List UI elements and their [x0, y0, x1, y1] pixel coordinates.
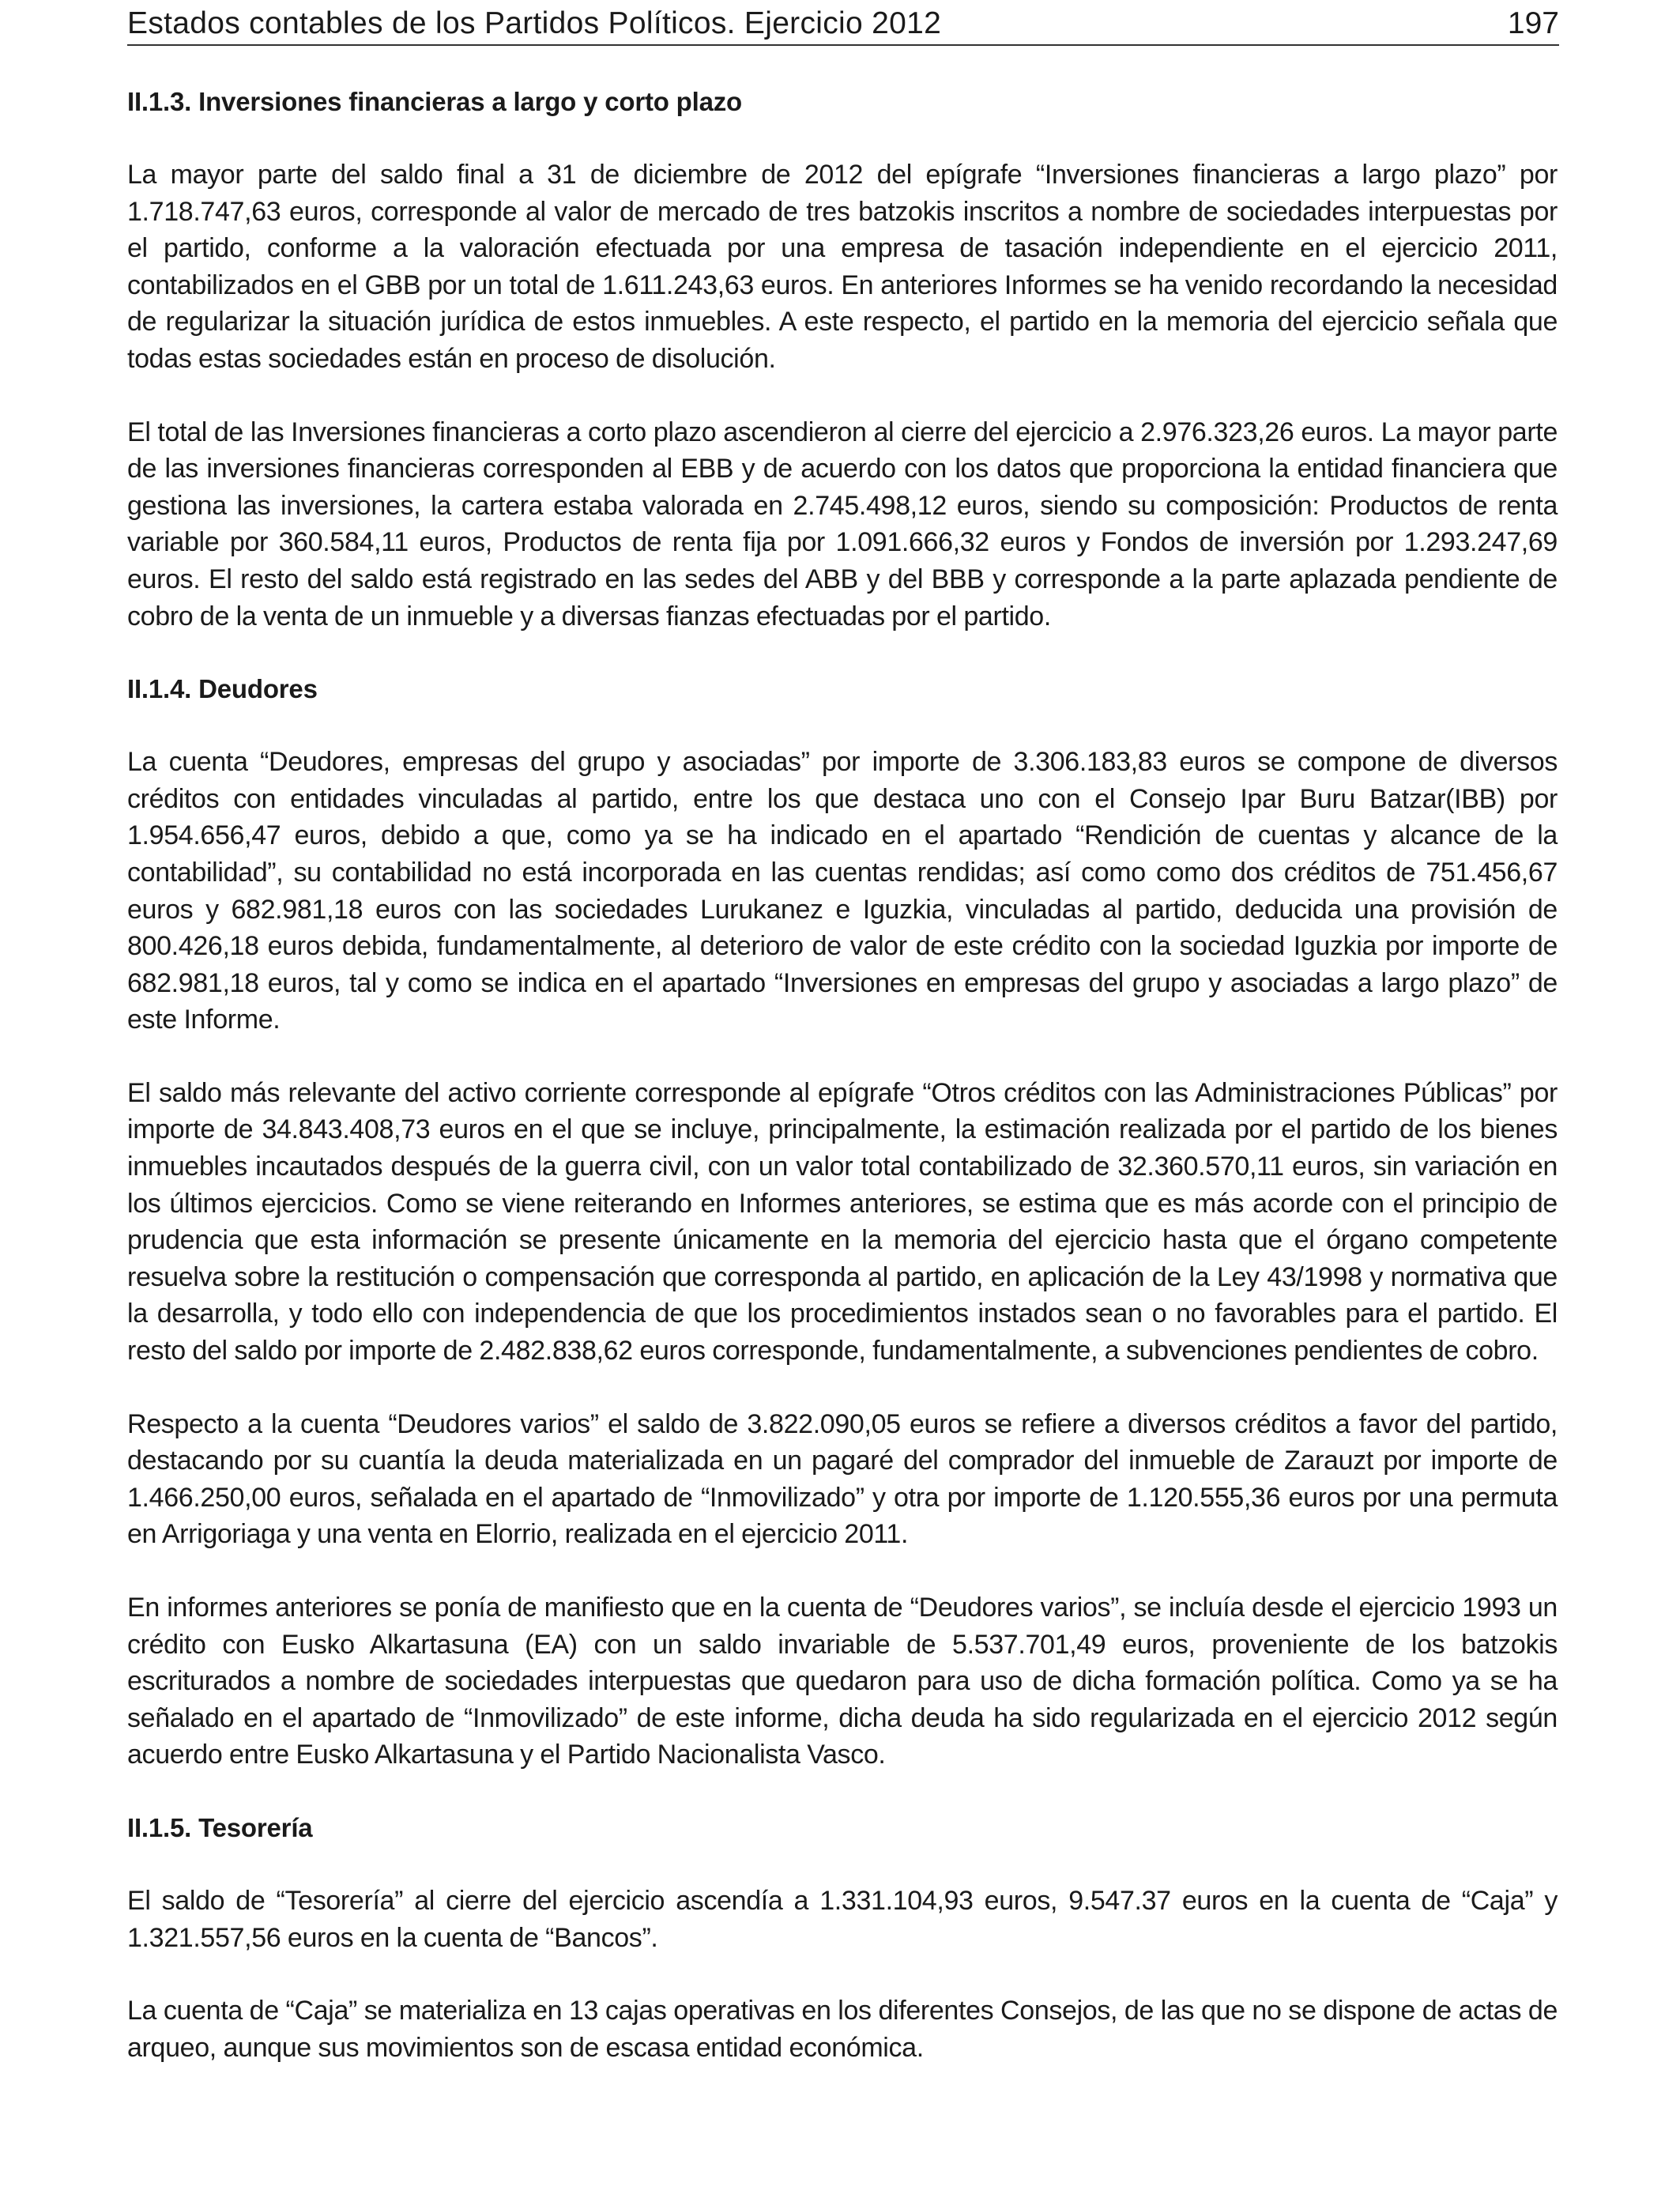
- page-number: 197: [1507, 6, 1559, 40]
- section-heading: II.1.4. Deudores: [127, 674, 318, 704]
- paragraph: El saldo más relevante del activo corriente corresponde al epígrafe “Otros créditos con las Administraciones Públicas” por importe de 34.843.408,73 euros en el que se incluye, principalmente, la estimación realizada por el partido de los bienes inmuebles incautados después de la guerra civil, con un valor total contabilizado de 32.360.570,11 euros, sin variación en los últimos ejercicios. Como se viene reiterando en Informes anteriores, se estima que es más acorde con el principio de prudencia que esta información se presente únicamente en la memoria del ejercicio hasta que el órgano competente resuelva sobre la restitución o compensación que corresponda al partido, en aplicación de la Ley 43/1998 y normativa que la desarrolla, y todo ello con independencia de que los procedimientos instados sean o no favorables para el partido. El resto del saldo por importe de 2.482.838,62 euros corresponde, fundamentalmente, a subvenciones pendientes de cobro.: [127, 1077, 1558, 1367]
- paragraph: La mayor parte del saldo final a 31 de diciembre de 2012 del epígrafe “Inversiones financieras a largo plazo” por 1.718.747,63 euros, corresponde al valor de mercado de tres batzokis inscritos a nombre de sociedades interpuestas por el partido, conforme a la valoración efectuada por una empresa de tasación independiente en el ejercicio 2011, contabilizados en el GBB por un total de 1.611.243,63 euros. En anteriores Informes se ha venido recordando la necesidad de regularizar la situación jurídica de estos inmuebles. A este respecto, el partido en la memoria del ejercicio señala que todas estas sociedades están en proceso de disolución.: [127, 160, 1558, 374]
- paragraph: El total de las Inversiones financieras a corto plazo ascendieron al cierre del ejercicio a 2.976.323,26 euros. La mayor parte de las inversiones financieras corresponden al EBB y de acuerdo con los datos que proporciona la entidad financiera que gestiona las inversiones, la cartera estaba valorada en 2.745.498,12 euros, siendo su composición: Productos de renta variable por 360.584,11 euros, Productos de renta fija por 1.091.666,32 euros y Fondos de inversión por 1.293.247,69 euros. El resto del saldo está registrado en las sedes del ABB y del BBB y corresponde a la parte aplazada pendiente de cobro de la venta de un inmueble y a diversas fianzas efectuadas por el partido.: [127, 417, 1558, 631]
- paragraph: La cuenta “Deudores, empresas del grupo y asociadas” por importe de 3.306.183,83 euros se compone de diversos créditos con entidades vinculadas al partido, entre los que destaca uno con el Consejo Ipar Buru Batzar(IBB) por 1.954.656,47 euros, debido a que, como ya se ha indicado en el apartado “Rendición de cuentas y alcance de la contabilidad”, su contabilidad no está incorporada en las cuentas rendidas; así como como dos créditos de 751.456,67 euros y 682.981,18 euros con las sociedades Lurukanez e Iguzkia, vinculadas al partido, deducida una provisión de 800.426,18 euros debida, fundamentalmente, al deterioro de valor de este crédito con la sociedad Iguzkia por importe de 682.981,18 euros, tal y como se indica en el apartado “Inversiones en empresas del grupo y asociadas a largo plazo” de este Informe.: [127, 747, 1558, 1035]
- section-heading: II.1.5. Tesorería: [127, 1812, 313, 1842]
- paragraph: Respecto a la cuenta “Deudores varios” el saldo de 3.822.090,05 euros se refiere a diversos créditos a favor del partido, destacando por su cuantía la deuda materializada en un pagaré del comprador del inmueble de Zarauzt por importe de 1.466.250,00 euros, señalada en el apartado de “Inmovilizado” y otra por importe de 1.120.555,36 euros por una permuta en Arrigoriaga y una venta en Elorrio, realizada en el ejercicio 2011.: [127, 1408, 1558, 1550]
- paragraph: En informes anteriores se ponía de manifiesto que en la cuenta de “Deudores varios”, se incluía desde el ejercicio 1993 un crédito con Eusko Alkartasuna (EA) con un saldo invariable de 5.537.701,49 euros, proveniente de los batzokis escriturados a nombre de sociedades interpuestas que quedaron para uso de dicha formación política. Como ya se ha señalado en el apartado de “Inmovilizado” de este informe, dicha deuda ha sido regularizada en el ejercicio 2012 según acuerdo entre Eusko Alkartasuna y el Partido Nacionalista Vasco.: [127, 1593, 1558, 1770]
- running-header: [127, 3, 1559, 46]
- section-heading: II.1.3. Inversiones financieras a largo y corto plazo: [127, 87, 743, 116]
- document-body: [127, 84, 1558, 2102]
- section-inversiones-financieras: [127, 84, 1558, 635]
- running-title: Estados contables de los Partidos Políticos. Ejercicio 2012: [127, 6, 942, 40]
- paragraph: La cuenta de “Caja” se materializa en 13 cajas operativas en los diferentes Consejos, de las que no se dispone de actas de arqueo, aunque sus movimientos son de escasa entidad económica.: [127, 1996, 1558, 2063]
- section-deudores: [127, 671, 1558, 1774]
- paragraph: El saldo de “Tesorería” al cierre del ejercicio ascendía a 1.331.104,93 euros, 9.547.37 euros en la cuenta de “Caja” y 1.321.557,56 euros en la cuenta de “Bancos”.: [127, 1885, 1558, 1953]
- section-tesoreria: [127, 1810, 1558, 2066]
